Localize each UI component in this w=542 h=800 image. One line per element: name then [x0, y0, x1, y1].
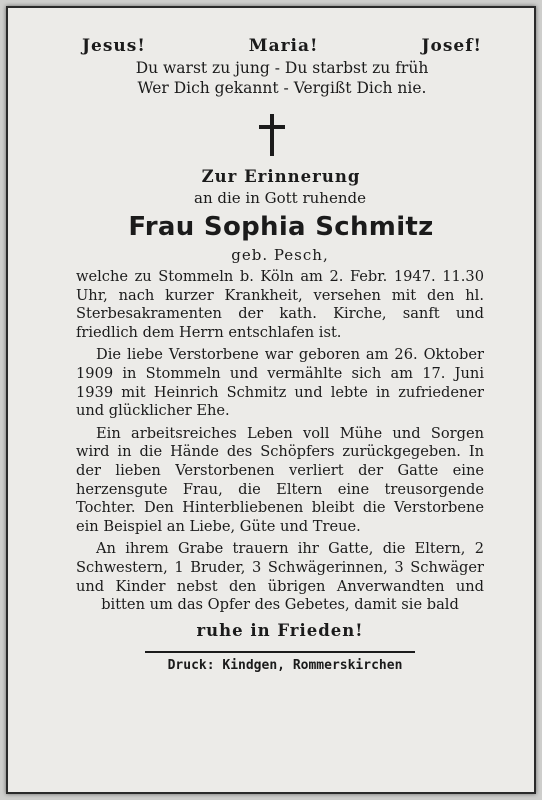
deceased-name: Frau Sophia Schmitz: [128, 212, 434, 242]
invocation-jesus: Jesus!: [82, 36, 146, 56]
birth-name: geb. Pesch,: [231, 246, 329, 264]
memorial-card: [6, 6, 536, 794]
paragraph-tribute: Ein arbeitsreiches Leben voll Mühe und Sorgen wird in die Hände des Schöpfers zurückgegeben. In der lieben Verstorbenen verliert der Gatte eine herzensgute Frau, die Eltern eine treusorgende Tochter. Den Hinterbliebenen bleibt die Verstorbene ein Beispiel an Liebe, Güte und Treue.: [76, 424, 484, 535]
cross-vertical-bar: [270, 114, 274, 156]
paragraph-biography: Die liebe Verstorbene war geboren am 26. Oktober 1909 in Stommeln und vermählte sich am 17. Juni 1939 mit Heinrich Schmitz und lebte in zufriedener und glücklicher Ehe.: [76, 346, 484, 420]
printer-credit: Druck: Kindgen, Rommerskirchen: [167, 657, 403, 673]
verse-line-1: Du warst zu jung - Du starbst zu früh: [135, 59, 429, 77]
paragraph-death-notice: welche zu Stommeln b. Köln am 2. Febr. 1947. 11.30 Uhr, nach kurzer Krankheit, versehen mit den hl. Sterbesakramenten der kath. Kirche, sanft und friedlich dem Herrn entschlafen ist.: [76, 268, 484, 341]
memory-heading: Zur Erinnerung: [201, 167, 361, 186]
closing-line: ruhe in Frieden!: [196, 620, 364, 640]
invocation-josef: Josef!: [421, 36, 482, 56]
paragraph-mourners: An ihrem Grabe trauern ihr Gatte, die Eltern, 2 Schwestern, 1 Bruder, 3 Schwägerinnen, 3 Schwäger und Kinder nebst den übrigen Anverwandten und bitten um das Opfer des Gebetes, damit sie bald: [76, 540, 484, 614]
cross-horizontal-bar: [259, 125, 285, 129]
divider-rule: [145, 651, 415, 653]
memorial-verse: [76, 58, 484, 98]
card-content: [76, 34, 484, 675]
invocation-maria: Maria!: [248, 36, 319, 56]
latin-cross-icon: [259, 114, 285, 156]
invocation-line: [76, 34, 484, 58]
memory-subtitle: an die in Gott ruhende: [194, 189, 366, 207]
verse-line-2: Wer Dich gekannt - Vergißt Dich nie.: [137, 79, 427, 97]
